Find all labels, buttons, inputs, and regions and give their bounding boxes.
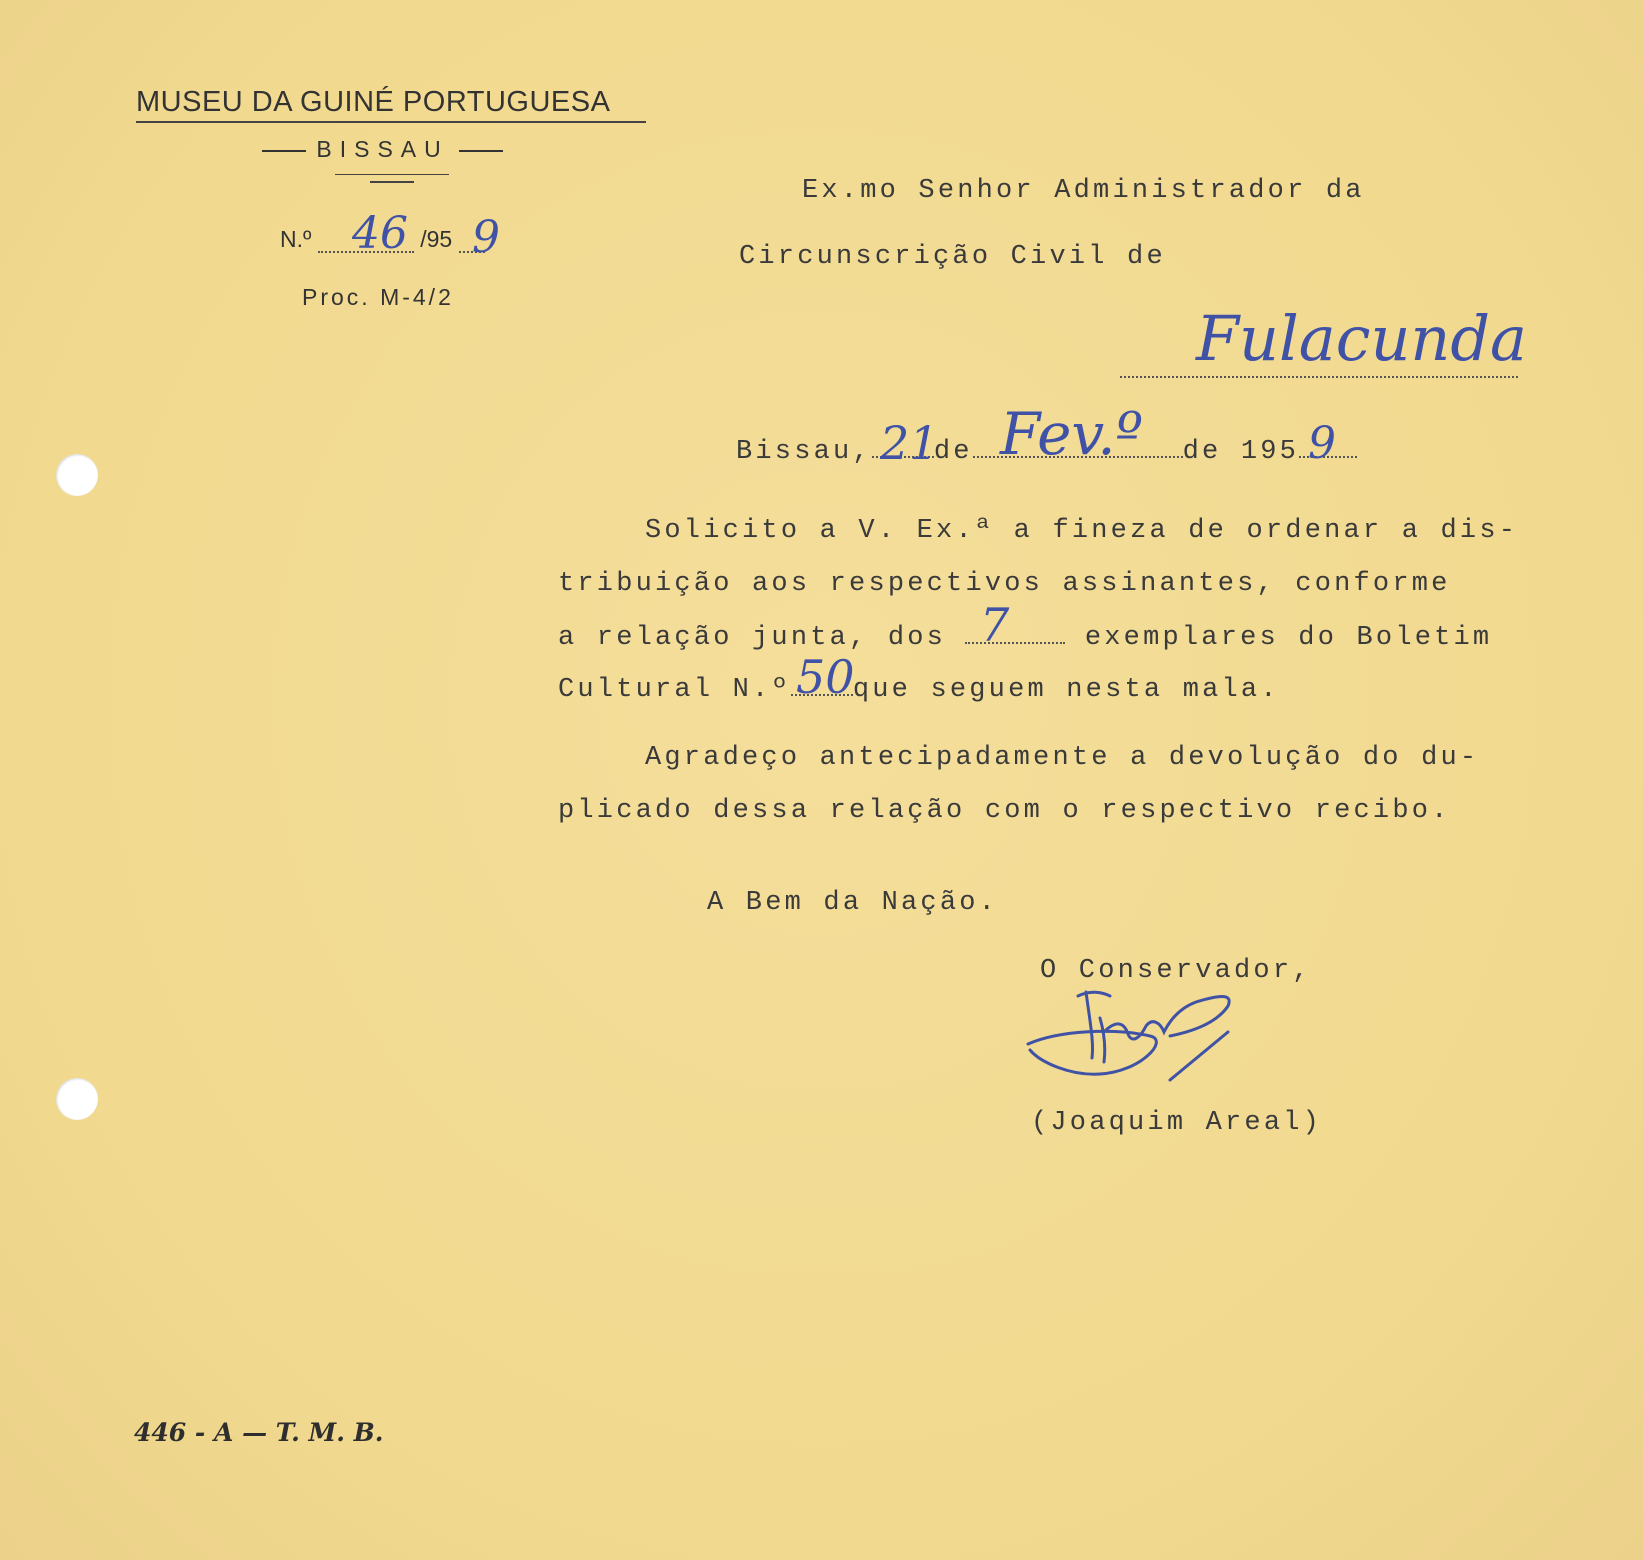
addressee-line-1: Ex.mo Senhor Administrador da [802, 176, 1365, 206]
body-line-3-start: a relação junta, dos [558, 623, 947, 653]
body-paragraph-1-line-1: Solicito a V. Ex.ª a fineza de ordenar a dis- [645, 516, 1519, 546]
form-code: 446 - A — T. M. B. [134, 1418, 384, 1447]
letterhead-city: BISSAU [316, 136, 449, 162]
letter-year-handwritten: 9 [472, 212, 500, 263]
date-year-printed: 195 [1240, 437, 1300, 467]
body-paragraph-1-line-4 [558, 674, 1280, 705]
addressee-place-handwritten: Fulacunda [1196, 302, 1527, 375]
letterhead-rule-double [136, 121, 646, 123]
letterhead-rule-short-1 [335, 174, 449, 175]
date-day-handwritten: 21 [880, 416, 939, 470]
body-line-3-end: exemplares do Boletim [1084, 623, 1493, 653]
closing-salutation: A Bem da Nação. [707, 888, 999, 918]
date-de-2: de [1182, 437, 1222, 467]
number-year-printed: /95 [420, 226, 453, 252]
signatory-role: O Conservador, [1040, 956, 1312, 986]
addressee-line-2: Circunscrição Civil de [739, 242, 1166, 272]
body-line-4-end: que seguem nesta mala. [852, 675, 1280, 705]
city-rule-right [459, 150, 503, 152]
date-de-1: de [933, 437, 973, 467]
body-paragraph-2-line-1: Agradeço antecipadamente a devolução do du- [645, 743, 1480, 773]
signature-mark [1020, 962, 1320, 1102]
date-year-handwritten: 9 [1308, 418, 1336, 469]
date-city: Bissau, [736, 437, 872, 467]
bulletin-number-handwritten: 50 [796, 650, 855, 704]
copies-count-handwritten: 7 [980, 598, 1010, 652]
process-code: Proc. M-4/2 [302, 284, 454, 310]
signatory-name: (Joaquim Areal) [1031, 1108, 1323, 1138]
body-paragraph-1-line-3 [558, 622, 1492, 653]
body-paragraph-1-line-2: tribuição aos respectivos assinantes, conforme [558, 569, 1451, 599]
punch-hole-bottom [56, 1078, 98, 1120]
number-prefix: N.º [280, 226, 312, 252]
date-month-handwritten: Fev.º [1000, 400, 1143, 468]
city-rule-left [262, 150, 306, 152]
body-paragraph-2-line-2: plicado dessa relação com o respectivo recibo. [558, 796, 1451, 826]
body-line-4-start: Cultural N.º [558, 675, 791, 705]
institution-name: MUSEU DA GUINÉ PORTUGUESA [136, 86, 611, 118]
letter-number-handwritten: 46 [352, 208, 408, 259]
letterhead-city-line [262, 136, 503, 163]
punch-hole-top [56, 454, 98, 496]
letterhead-rule-short-2 [370, 181, 414, 183]
